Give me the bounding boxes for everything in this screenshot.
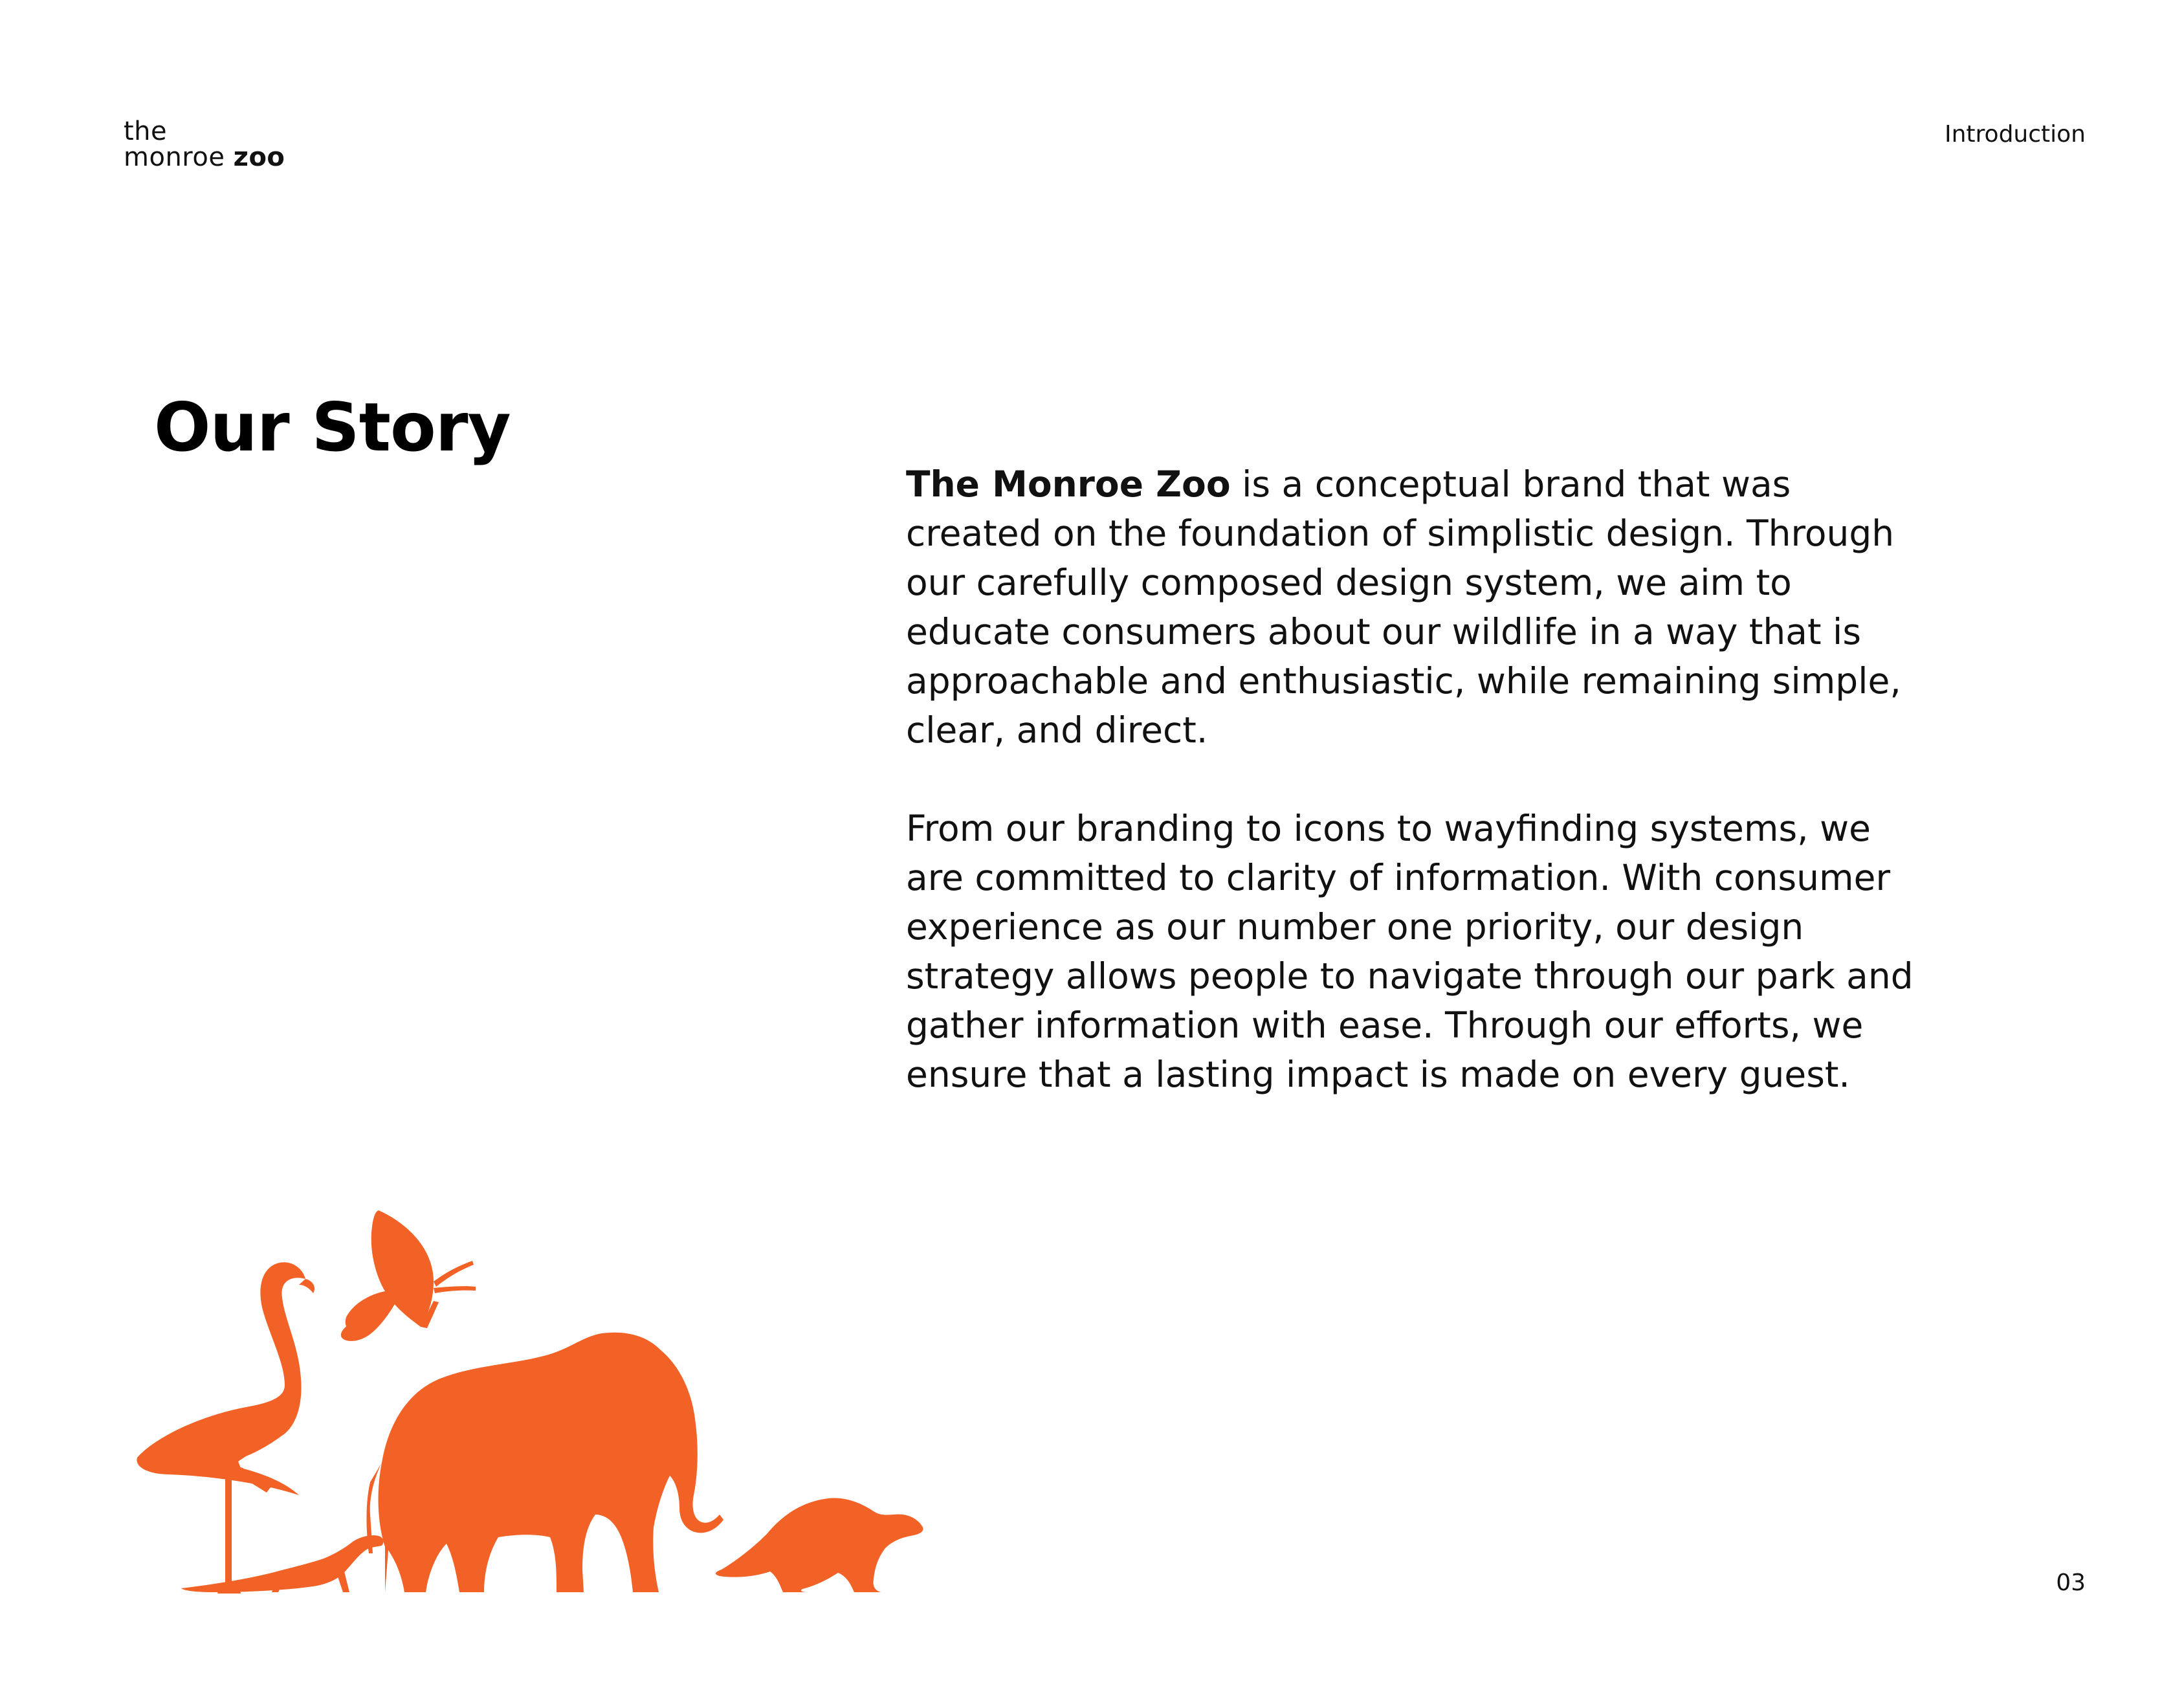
logo-zoo: zoo: [233, 142, 285, 172]
page-title: Our Story: [154, 389, 511, 467]
paragraph-1-text: is a conceptual brand that was created on the foundation of simplistic design. Through our carefully composed design system, we aim to educate consumers about our wildlife in a way that is approachable and enthusiastic, while remaining simple, clear, and direct.: [906, 463, 1901, 751]
page-number: 03: [2056, 1570, 2086, 1596]
story-paragraph-1: [906, 460, 1915, 755]
butterfly-icon: [341, 1210, 476, 1341]
story-body: [906, 460, 1915, 1148]
logo-line-the: the: [124, 117, 168, 146]
brand-name-lead: The Monroe Zoo: [906, 463, 1231, 505]
animal-silhouettes: [129, 1210, 958, 1605]
lizard-icon: [181, 1535, 383, 1592]
elephant-icon: [366, 1333, 723, 1592]
logo-monroe: monroe: [124, 142, 234, 172]
flamingo-icon: [137, 1262, 314, 1594]
story-paragraph-2: From our branding to icons to wayfinding systems, we are committed to clarity of information. With consumer experience as our number one priority, our design strategy allows people to navigate through our park and gather information with ease. Through our efforts, we ensure that a lasting impact is made on every guest.: [906, 808, 1914, 1095]
section-label: Introduction: [1944, 121, 2086, 148]
brand-logo: [124, 118, 285, 170]
otter-icon: [716, 1498, 923, 1592]
logo-line-monroe-zoo: [124, 144, 285, 170]
